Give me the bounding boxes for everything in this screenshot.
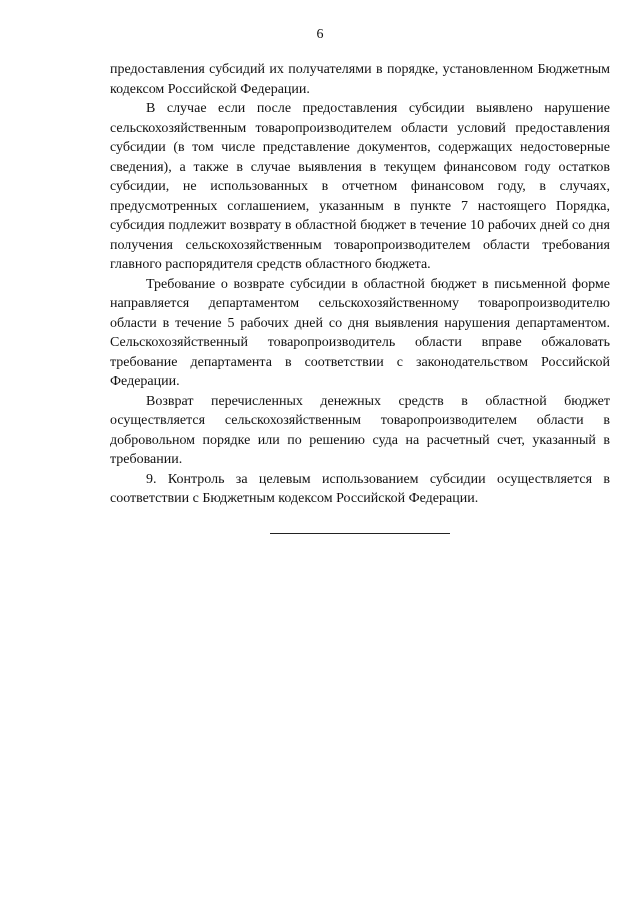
end-of-document-rule	[270, 533, 450, 534]
paragraph-control-clause: 9. Контроль за целевым использованием субсидии осуществляется в соответствии с Бюджетным кодексом Российской Федерации.	[110, 471, 610, 506]
page-number: 6	[316, 27, 324, 42]
paragraph-refund-procedure: Возврат перечисленных денежных средств в областной бюджет осуществляется сельскохозяйственным товаропроизводителем области в добровольном порядке или по решению суда на расчетный счет, указанный в требовании.	[110, 393, 610, 467]
paragraph-violation-refund: В случае если после предоставления субсидии выявлено нарушение сельскохозяйственным товаропроизводителем области условий предоставления субсидии (в том числе представление документов, содержащих недостоверные сведения), а также в случае выявления в текущем финансовом году остатков субсидии, не использованных в отчетном финансовом году, в случаях, предусмотренных соглашением, указанным в пункте 7 настоящего Порядка, субсидия подлежит возврату в областной бюджет в течение 10 рабочих дней со дня получения сельскохозяйственным товаропроизводителем области требования главного распорядителя средств областного бюджета.	[110, 101, 610, 272]
paragraph-refund-demand: Требование о возврате субсидии в областной бюджет в письменной форме направляется департаментом сельскохозяйственному товаропроизводителю области в течение 5 рабочих дней со дня выявления нарушения департаментом. Сельскохозяйственный товаропроизводитель области вправе обжаловать требование департамента в соответствии с законодательством Российской Федерации.	[110, 276, 610, 389]
paragraph-continuation: предоставления субсидий их получателями в порядке, установленном Бюджетным кодексом Российской Федерации.	[110, 62, 610, 97]
document-body	[110, 60, 610, 534]
